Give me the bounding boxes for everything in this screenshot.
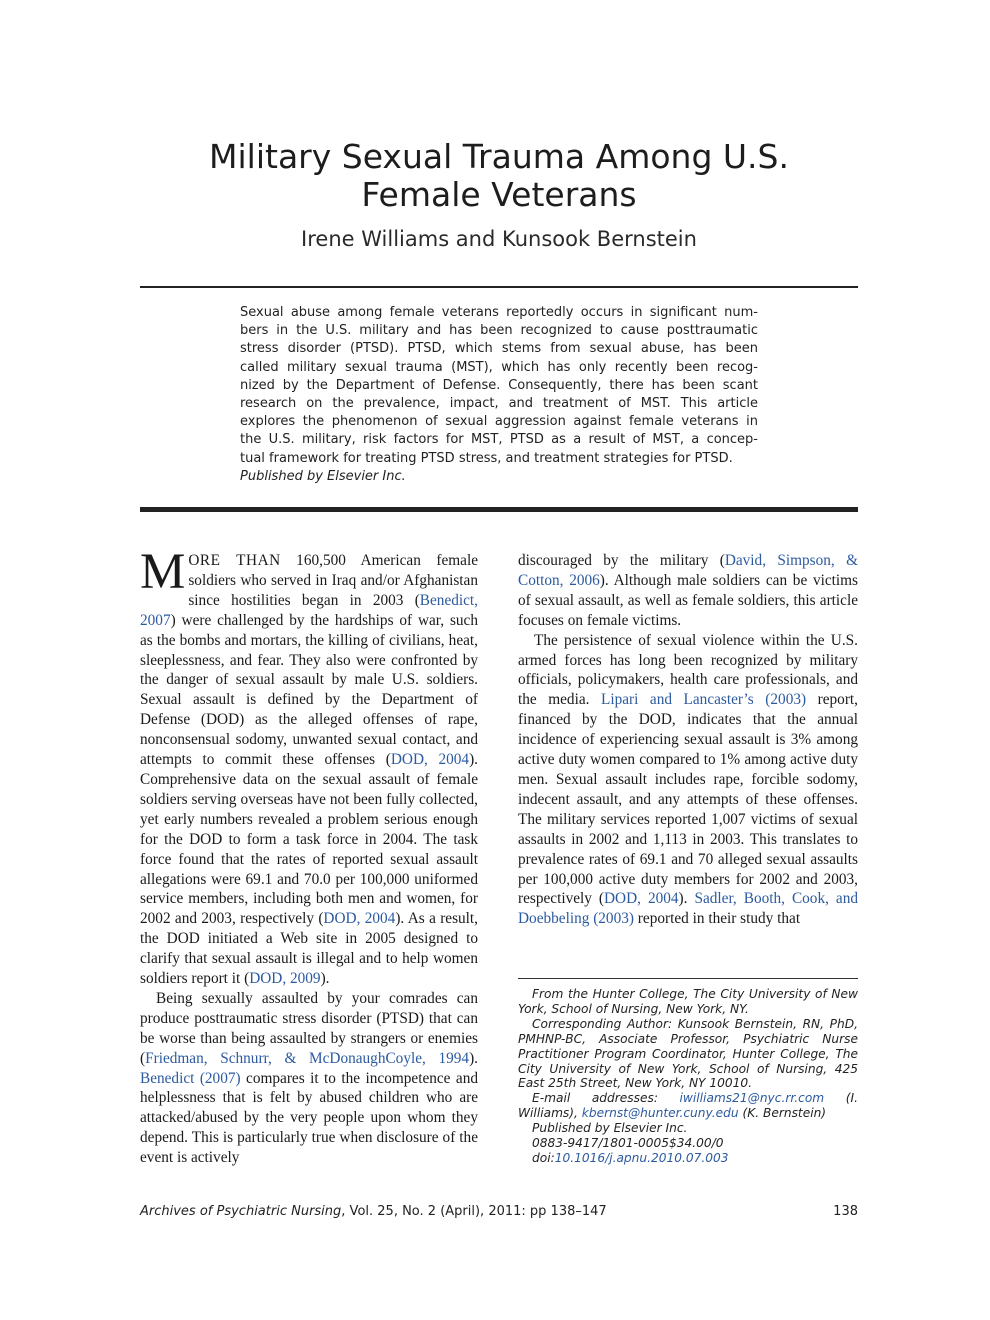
journal-name: Archives of Psychiatric Nursing (140, 1204, 342, 1219)
citation-link[interactable]: Benedict (2007) (140, 1069, 241, 1087)
abstract-line: nized by the Department of Defense. Consequently, there has been scant (240, 377, 758, 393)
paragraph (518, 631, 858, 930)
bottom-divider (140, 507, 858, 512)
body-column-left (140, 544, 479, 1168)
page-number: 138 (833, 1204, 858, 1219)
title-line-2: Female Veterans (361, 175, 637, 214)
abstract-line: stress disorder (PTSD). PTSD, which stems from sexual abuse, has been (240, 341, 758, 357)
text-run: ). As a result, the DOD initiated a Web site in 2005 designed to clarify that sexual assault is illegal and to help women soldiers report it ( (140, 910, 478, 988)
text-run: 160,500 American female soldiers who served in Iraq and/or Afghanistan since hostilities began in 2003 ( (188, 552, 478, 609)
doi-label: doi: (532, 1150, 555, 1165)
footnotes (518, 987, 858, 1166)
text-run: The persistence of sexual violence within the U.S. armed forces has long been recognized by military officials, policymakers, health care professionals, and the media. (518, 631, 858, 709)
doi-link[interactable]: 10.1016/j.apnu.2010.07.003 (554, 1150, 729, 1165)
article-title (140, 138, 858, 214)
journal-volume: , Vol. 25, No. 2 (April), 2011: pp 138–147 (341, 1204, 607, 1219)
title-line-1: Military Sexual Trauma Among U.S. (209, 137, 789, 176)
abstract-publisher: Published by Elsevier Inc. (240, 468, 406, 484)
citation-link[interactable]: DOD, 2004 (603, 890, 679, 908)
text-run: ). (469, 1049, 478, 1067)
text-run: ). (678, 890, 695, 908)
citation-link[interactable]: DOD, 2004 (323, 910, 396, 928)
text-run: report, financed by the DOD, indicates that the annual incidence of experiencing sexual assault is 3% among active duty women compared to 1% among active duty men. Sexual assault includes rape, forcible sodomy, indecent assault, and any attempts of these offenses. The military services reported 1,007 victims of sexual assaults in 2002 and 1,113 in 2003. This translates to prevalence rates of 69.1 and 70 alleged sexual assaults per 100,000 active duty members for 2002 and 2003, respectively ( (518, 691, 858, 908)
email-note (518, 1091, 858, 1121)
text-run: compares it to the incompetence and helplessness that is felt by abused children who are attacked/abused by the very people upon whom they depend. This is particularly true when disclosure of the event is actively (140, 1069, 479, 1167)
author-list: Irene Williams and Kunsook Bernstein (301, 227, 697, 251)
abstract (240, 304, 758, 486)
top-divider (140, 286, 858, 288)
citation-link[interactable]: Friedman, Schnurr, & McDonaughCoyle, 1994 (145, 1049, 470, 1067)
citation-link[interactable]: DOD, 2004 (390, 751, 470, 769)
affiliation-note: From the Hunter College, The City University of New York, School of Nursing, New York, NY. (518, 987, 858, 1016)
abstract-line: research on the prevalence, impact, and treatment of MST. This article (240, 396, 758, 412)
citation-link[interactable]: DOD, 2009 (249, 970, 321, 988)
paragraph (140, 544, 478, 989)
text-run: Being sexually assaulted by your comrades can produce posttraumatic stress disorder (PTSD) that can be worse than being assaulted by strangers or enemies ( (140, 989, 478, 1067)
corresponding-author-note: Corresponding Author: Kunsook Bernstein, RN, PhD, PMHNP-BC, Associate Professor, Psychiatric Nurse Practitioner Program Coordinator, Hunter College, The City University of New York, School of Nursing, 425 East 25th Street, New York, NY 10010. (518, 1016, 858, 1091)
citation-link[interactable]: David, Simpson, & Cotton, 2006 (518, 552, 858, 589)
abstract-line: the U.S. military, risk factors for MST, PTSD as a result of MST, a concep- (240, 432, 758, 448)
text-run: ). Comprehensive data on the sexual assault of female soldiers serving overseas have not been fully collected, yet early numbers revealed a problem serious enough for the DOD to form a task force in 2004. The task force found that the rates of reported sexual assault allegations were 69.1 and 70.0 per 100,000 uniformed service members, including both men and women, for 2002 and 2003, respectively ( (140, 751, 478, 928)
email-label: E-mail addresses: (532, 1091, 680, 1106)
citation-link[interactable]: Lipari and Lancaster’s (2003) (600, 691, 807, 709)
abstract-line: Sexual abuse among female veterans reportedly occurs in significant num- (240, 305, 758, 320)
text-run: ). (320, 970, 330, 988)
journal-citation (140, 1204, 607, 1219)
abstract-line: bers in the U.S. military and has been recognized to cause posttraumatic (240, 323, 758, 339)
lead-in: ORE THAN (188, 552, 281, 569)
paragraph (140, 989, 478, 1168)
citation-link[interactable]: Sadler, Booth, Cook, and Doebbeling (2003) (518, 890, 859, 928)
citation-link[interactable]: Benedict, 2007 (140, 591, 478, 629)
paragraph (518, 551, 858, 631)
footnote-divider (518, 978, 858, 979)
abstract-line: called military sexual trauma (MST), which has only recently been recog- (240, 359, 758, 375)
issn-note: 0883-9417/1801-0005$34.00/0 (532, 1136, 724, 1151)
body-column-right (518, 551, 858, 929)
abstract-line: explores the phenomenon of sexual aggression against female veterans in (240, 414, 758, 430)
email-link[interactable]: kbernst@hunter.cuny.edu (581, 1106, 739, 1121)
email-owner: (K. Bernstein) (738, 1106, 827, 1121)
email-owner: (I. Williams), (518, 1091, 858, 1121)
text-run: ). Although male soldiers can be victims of sexual assault, as well as female soldiers, this article focuses on female victims. (518, 571, 859, 629)
text-run: ) were challenged by the hardships of war, such as the bombs and mortars, the killing of civilians, heat, sleeplessness, and fear. They also were confronted by the danger of sexual assault by male U.S. soldiers. Sexual assault is defined by the Department of Defense (DOD) as the alleged offenses of rape, nonconsensual sodomy, unwanted sexual contact, and attempts to commit these offenses ( (140, 611, 478, 769)
abstract-line: tual framework for treating PTSD stress, and treatment strategies for PTSD. (240, 450, 733, 466)
text-run: discouraged by the military ( (518, 552, 725, 569)
email-link[interactable]: iwilliams21@nyc.rr.com (679, 1091, 825, 1106)
doi-note (518, 1151, 858, 1166)
drop-cap: M (140, 544, 186, 600)
text-run: reported in their study that (633, 910, 801, 928)
publisher-note: Published by Elsevier Inc. (532, 1121, 688, 1136)
